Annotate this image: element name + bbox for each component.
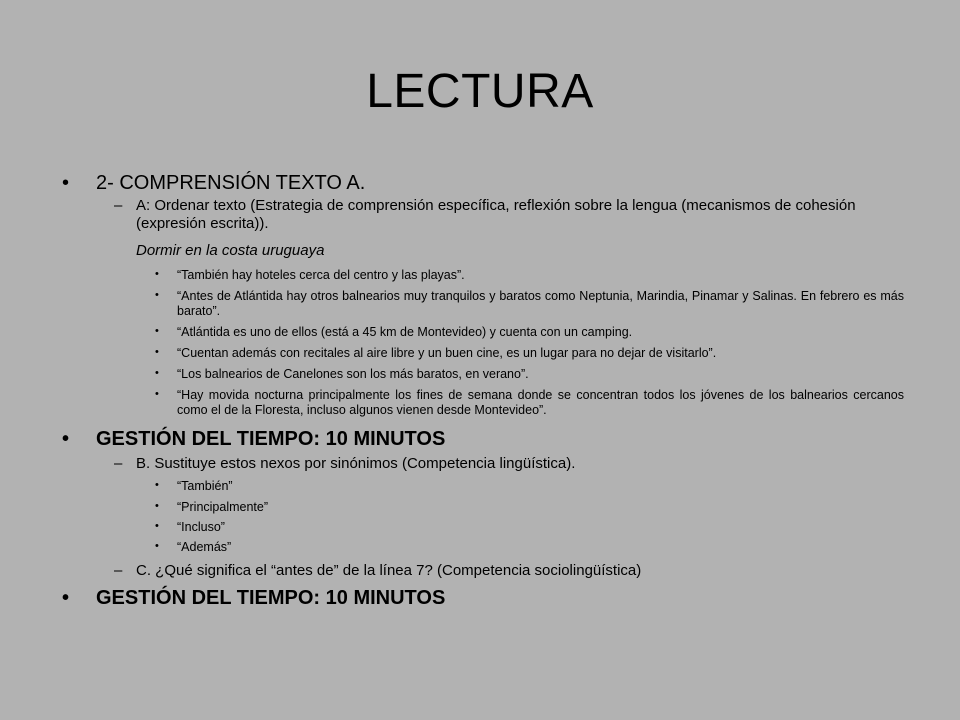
bullet-mark: • (155, 268, 159, 280)
sentence-text: “Los balnearios de Canelones son los más baratos, en verano”. (177, 367, 529, 381)
bullet-mark: • (155, 540, 159, 552)
sub-bullet-text: C. ¿Qué significa el “antes de” de la línea 7? (Competencia sociolingüística) (136, 562, 642, 579)
dash-mark: – (114, 562, 123, 579)
sentence-text: “Antes de Atlántida hay otros balnearios muy tranquilos y baratos como Neptunia, Marindia, Pinamar y Salinas. En febrero es más barato”. (177, 289, 904, 318)
bullet-mark: • (155, 388, 159, 400)
sentence-text: “Atlántida es uno de ellos (está a 45 km de Montevideo) y cuenta con un camping. (177, 325, 633, 339)
bullet-mark: • (62, 587, 70, 609)
sentence-item (155, 268, 904, 283)
slide-title: LECTURA (366, 65, 594, 118)
bullet-mark: • (155, 500, 159, 512)
bullet-mark: • (155, 346, 159, 358)
sentence-text: “Cuentan además con recitales al aire libre y un buen cine, es un lugar para no dejar de visitarlo”. (177, 346, 717, 360)
dash-mark: – (114, 455, 123, 472)
sentence-item (155, 289, 904, 318)
bullet-text: GESTIÓN DEL TIEMPO: 10 MINUTOS (96, 428, 446, 450)
bullet-mark: • (62, 172, 70, 194)
bullet-mark: • (155, 325, 159, 337)
bullet-comprension (62, 171, 896, 195)
bullet-mark: • (62, 428, 70, 450)
nexo-item (155, 500, 777, 515)
dash-mark: – (114, 197, 123, 214)
sub-bullet-text: A: Ordenar texto (Estrategia de comprensión específica, reflexión sobre la lengua (mecanismos de cohesión (expresión escrita)). (136, 197, 856, 232)
bullet-mark: • (155, 479, 159, 491)
sub-bullet-text: B. Sustituye estos nexos por sinónimos (Competencia lingüística). (136, 455, 576, 472)
bullet-gestion-2 (62, 586, 896, 610)
bullet-text: GESTIÓN DEL TIEMPO: 10 MINUTOS (96, 587, 446, 609)
nexo-item (155, 520, 777, 535)
sentence-item (155, 346, 904, 361)
nexo-text: “También” (177, 479, 233, 493)
nexo-item (155, 540, 777, 555)
sub-bullet-c (114, 562, 908, 580)
sentence-item (155, 388, 904, 417)
sub-bullet-b (114, 455, 908, 473)
bullet-mark: • (155, 367, 159, 379)
sentence-text: “Hay movida nocturna principalmente los fines de semana donde se concentran todos los jóvenes de los balnearios cercanos como el de la Floresta, incluso algunos vienen desde Montevideo”. (177, 388, 904, 417)
sentence-item (155, 325, 904, 340)
nexo-text: “Incluso” (177, 520, 225, 534)
sentence-text: “También hay hoteles cerca del centro y las playas”. (177, 268, 465, 282)
sub-bullet-a (114, 197, 908, 233)
nexo-text: “Además” (177, 540, 232, 554)
sentence-item (155, 367, 904, 382)
bullet-mark: • (155, 289, 159, 301)
bullet-mark: • (155, 520, 159, 532)
bullet-text: 2- COMPRENSIÓN TEXTO A. (96, 172, 366, 194)
nexo-item (155, 479, 777, 494)
reading-title: Dormir en la costa uruguaya (136, 242, 325, 259)
nexo-text: “Principalmente” (177, 500, 269, 514)
bullet-gestion-1 (62, 427, 896, 451)
